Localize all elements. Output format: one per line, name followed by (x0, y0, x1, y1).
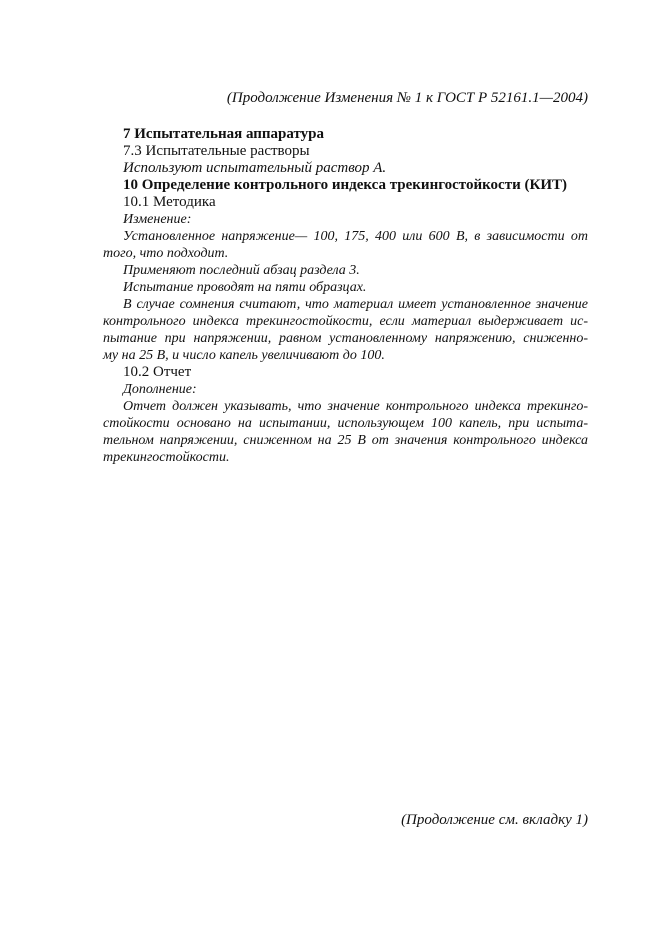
subsection-7-3-text: Используют испытательный раствор А. (123, 160, 387, 176)
doubt-paragraph-line-3: пытание при напряжении, равном установленному напряжению, сниженно- (103, 331, 588, 346)
subsection-10-2-title: 10.2 Отчет (123, 364, 192, 380)
section-7-title: 7 Испытательная аппаратура (123, 126, 325, 142)
subsection-10-1-title: 10.1 Методика (123, 194, 216, 210)
section-10-title: 10 Определение контрольного индекса трекингостойкости (КИТ) (123, 177, 568, 193)
report-paragraph-line-2: стойкости основано на испытании, использующем 100 капель, при испыта- (103, 416, 588, 431)
document-body (103, 126, 588, 466)
doubt-paragraph-line-4: му на 25 В, и число капель увеличивают до 100. (103, 348, 385, 363)
report-paragraph-line-1: Отчет должен указывать, что значение контрольного индекса трекинго- (123, 399, 588, 414)
voltage-paragraph-line-2: того, что подходит. (103, 246, 229, 261)
voltage-paragraph-line-1: Установленное напряжение— 100, 175, 400 или 600 В, в зависимости от (123, 229, 588, 244)
report-paragraph-line-3: тельном напряжении, сниженном на 25 В от значения контрольного индекса (103, 433, 588, 448)
five-samples-text: Испытание проводят на пяти образцах. (123, 280, 367, 295)
addition-label: Дополнение: (123, 382, 197, 397)
subsection-7-3-title: 7.3 Испытательные растворы (123, 143, 310, 159)
doubt-paragraph-line-1: В случае сомнения считают, что материал имеет установленное значение (123, 297, 588, 312)
continuation-header: (Продолжение Изменения № 1 к ГОСТ Р 52161.1—2004) (226, 90, 588, 106)
report-paragraph-line-4: трекингостойкости. (103, 450, 230, 465)
doubt-paragraph-line-2: контрольного индекса трекингостойкости, если материал выдерживает ис- (103, 314, 588, 329)
continuation-footer: (Продолжение см. вкладку 1) (401, 812, 588, 828)
change-label: Изменение: (123, 212, 192, 227)
apply-last-paragraph: Применяют последний абзац раздела 3. (123, 263, 360, 278)
